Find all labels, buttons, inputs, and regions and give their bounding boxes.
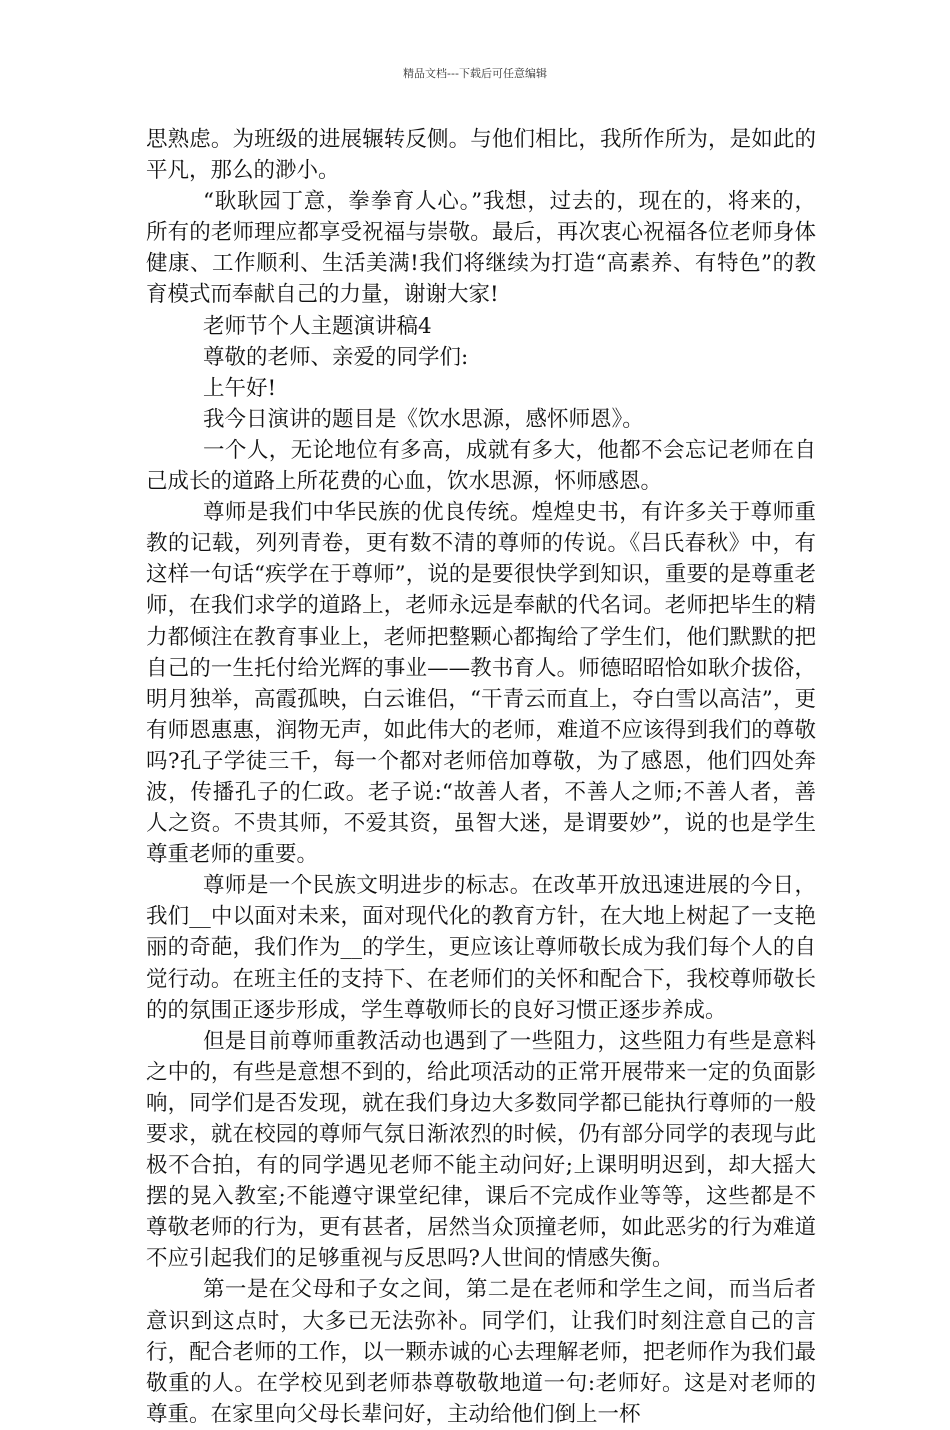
paragraph: 我今日演讲的题目是《饮水思源，感怀师恩》。 <box>203 406 644 432</box>
paragraph: 尊师是一个民族文明进步的标志。在改革开放迅速进展的今日，我们__中以面对未来，面对现代化的教育方针，在大地上树起了一支艳丽的奇葩，我们作为__的学生，更应该让尊师敬长成为我们每个人的自觉行动。在班主任的支持下、在老师们的关怀和配合下，我校尊师敬长的的氛围正逐步形成，学生尊敬师长的良好习惯正逐步养成。 <box>146 873 816 1023</box>
section-title: 老师节个人主题演讲稿4 <box>203 313 432 339</box>
paragraph: 第一是在父母和子女之间，第二是在老师和学生之间，而当后者意识到这点时，大多已无法弥补。同学们，让我们时刻注意自己的言行，配合老师的工作，以一颗赤诚的心去理解老师，把老师作为我们最敬重的人。在学校见到老师恭尊敬敬地道一句:老师好。这是对老师的尊重。在家里向父母长辈问好，主动给他们倒上一杯 <box>146 1277 816 1427</box>
page-header: 精品文档---下载后可任意编辑 <box>403 67 547 80</box>
paragraph: 思熟虑。为班级的进展辗转反侧。与他们相比，我所作所为，是如此的平凡，那么的渺小。 <box>146 127 816 184</box>
salutation: 尊敬的老师、亲爱的同学们: <box>203 344 469 370</box>
document-body <box>146 124 816 1430</box>
greeting: 上午好! <box>203 375 277 401</box>
paragraph: 但是目前尊师重教活动也遇到了一些阻力，这些阻力有些是意料之中的，有些是意想不到的，给此项活动的正常开展带来一定的负面影响，同学们是否发现，就在我们身边大多数同学都已能执行尊师的一般要求，就在校园的尊师气氛日渐浓烈的时候，仍有部分同学的表现与此极不合拍，有的同学遇见老师不能主动问好;上课明明迟到，却大摇大摆的晃入教室;不能遵守课堂纪律，课后不完成作业等等，这些都是不尊敬老师的行为，更有甚者，居然当众顶撞老师，如此恶劣的行为难道不应引起我们的足够重视与反思吗?人世间的情感失衡。 <box>146 1028 816 1272</box>
paragraph: “耿耿园丁意，拳拳育人心。”我想，过去的，现在的，将来的，所有的老师理应都享受祝福与崇敬。最后，再次衷心祝福各位老师身体健康、工作顺利、生活美满!我们将继续为打造“高素养、有特色”的教育模式而奉献自己的力量，谢谢大家! <box>146 189 816 308</box>
paragraph: 一个人，无论地位有多高，成就有多大，他都不会忘记老师在自己成长的道路上所花费的心血，饮水思源，怀师感恩。 <box>146 437 816 495</box>
paragraph: 尊师是我们中华民族的优良传统。煌煌史书，有许多关于尊师重教的记载，列列青卷，更有数不清的尊师的传说。《吕氏春秋》中，有这样一句话“疾学在于尊师”，说的是要很快学到知识，重要的是尊重老师，在我们求学的道路上，老师永远是奉献的代名词。老师把毕生的精力都倾注在教育事业上，老师把整颗心都掏给了学生们，他们默默的把自己的一生托付给光辉的事业——教书育人。师德昭昭恰如耿介拔俗，明月独举，高霞孤映，白云谁侣，“干青云而直上，夺白雪以高洁”，更有师恩惠惠，润物无声，如此伟大的老师，难道不应该得到我们的尊敬吗?孔子学徒三千，每一个都对老师倍加尊敬，为了感恩，他们四处奔波，传播孔子的仁政。老子说:“故善人者，不善人之师;不善人者，善人之资。不贵其师，不爱其资，虽智大迷，是谓要妙”，说的也是学生尊重老师的重要。 <box>146 500 816 868</box>
